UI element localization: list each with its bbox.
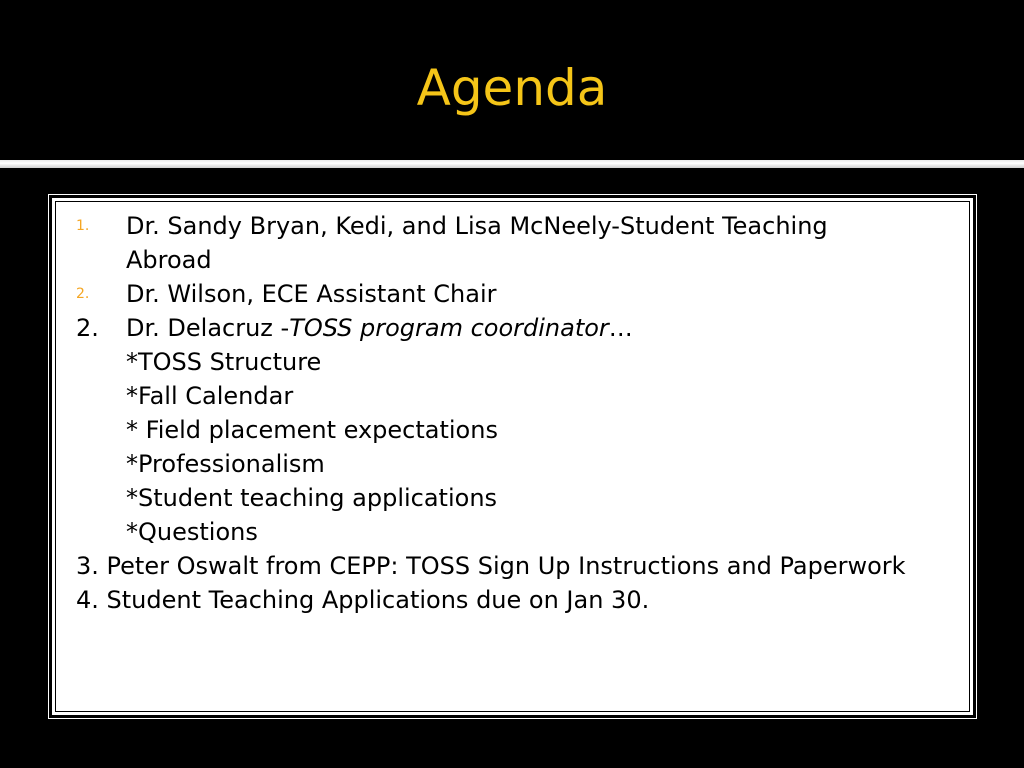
agenda-subitem-text: *Student teaching applications	[126, 484, 498, 512]
slide-title: Agenda	[416, 59, 608, 117]
agenda-item-5-text: 4. Student Teaching Applications due on Jan 30.	[76, 586, 650, 614]
agenda-subitem-text: *TOSS Structure	[126, 348, 322, 376]
agenda-item-3-suffix: …	[608, 314, 633, 342]
title-bar	[0, 0, 1024, 160]
agenda-panel	[49, 195, 976, 718]
agenda-subitem-text: * Field placement expectations	[126, 416, 498, 444]
agenda-subitem-text: *Professionalism	[126, 450, 325, 478]
agenda-item-1-text: Dr. Sandy Bryan, Kedi, and Lisa McNeely-Student Teaching	[126, 212, 828, 240]
agenda-item-1-text-line2: Abroad	[126, 246, 212, 274]
agenda-item-3-text	[126, 311, 633, 345]
agenda-item-3-role: TOSS program coordinator	[289, 314, 609, 342]
agenda-subitem-text: *Questions	[126, 518, 258, 546]
agenda-subitem-text: *Fall Calendar	[126, 382, 294, 410]
agenda-item-2-text: Dr. Wilson, ECE Assistant Chair	[126, 280, 497, 308]
agenda-item-2-number: 2.	[76, 286, 90, 302]
divider-band	[0, 160, 1024, 168]
agenda-panel-inner	[55, 201, 970, 712]
agenda-item-4-text: 3. Peter Oswalt from CEPP: TOSS Sign Up Instructions and Paperwork	[76, 552, 906, 580]
agenda-item-1-number: 1.	[76, 218, 90, 234]
agenda-item-3-prefix: Dr. Delacruz -	[126, 314, 290, 342]
agenda-item-3-number: 2.	[76, 314, 99, 342]
